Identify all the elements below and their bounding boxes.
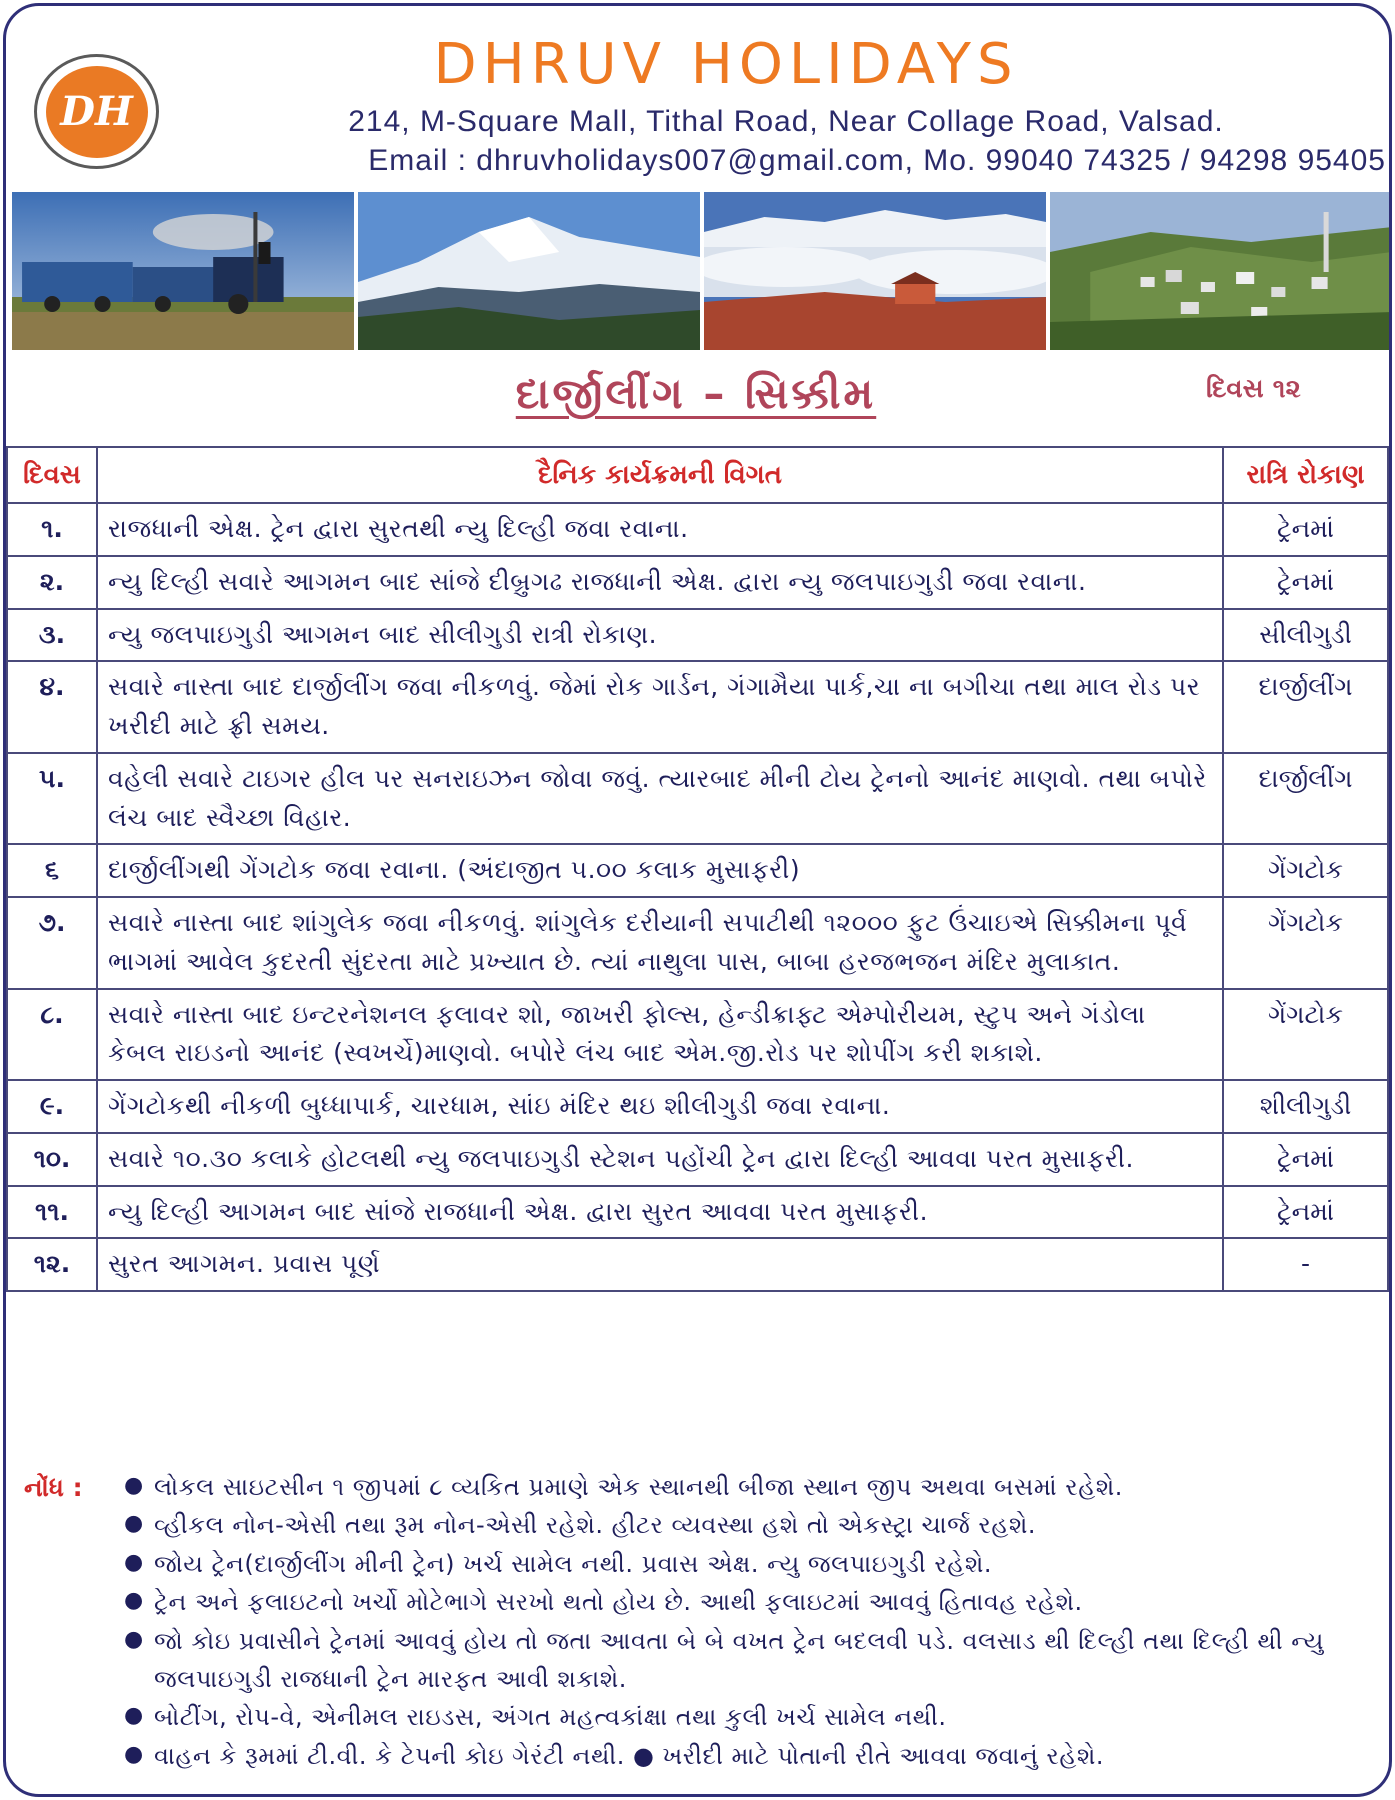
- table-row: [7, 556, 1388, 609]
- day-number: ૫.: [7, 753, 97, 845]
- day-number: ૮.: [7, 989, 97, 1081]
- note-item: ● બોટીંગ, રોપ-વે, એનીમલ રાઇડસ, અંગત મહત્વકાંક્ષા તથા કુલી ખર્ચ સામેલ નથી.: [124, 1698, 1384, 1736]
- day-details: ન્યુ દિલ્હી આગમન બાદ સાંજે રાજધાની એક્ષ. દ્વારા સુરત આવવા પરત મુસાફરી.: [97, 1186, 1223, 1239]
- hill-town-photo: [1050, 192, 1392, 350]
- note-item: ● લોકલ સાઇટસીન ૧ જીપમાં ૮ વ્યકિત પ્રમાણે એક સ્થાનથી બીજા સ્થાન જીપ અથવા બસમાં રહેશે.: [124, 1468, 1384, 1506]
- logo-monogram: DH: [46, 66, 148, 158]
- night-stay: સીલીગુડી: [1223, 609, 1388, 662]
- night-stay: -: [1223, 1238, 1388, 1291]
- day-number: ૧૧.: [7, 1186, 97, 1239]
- night-stay: ટ્રેનમાં: [1223, 1133, 1388, 1186]
- tour-title: દાર્જીલીંગ – સિક્કીમ: [515, 369, 877, 418]
- table-row: [7, 753, 1388, 845]
- clouds-valley-photo: [704, 192, 1046, 350]
- photo-strip: [12, 192, 1392, 350]
- day-number: ૧.: [7, 503, 97, 556]
- day-details: વહેલી સવારે ટાઇગર હીલ પર સનરાઇઝન જોવા જવું. ત્યારબાદ મીની ટોય ટ્રેનનો આનંદ માણવો. તથા બપોરે લંચ બાદ સ્વૈચ્છા વિહાર.: [97, 753, 1223, 845]
- note-item: ● જોય ટ્રેન(દાર્જીલીંગ મીની ટ્રેન) ખર્ચ સામેલ નથી. પ્રવાસ એક્ષ. ન્યુ જલપાઇગુડી રહેશે.: [124, 1545, 1384, 1583]
- note-item: ● જો કોઇ પ્રવાસીને ટ્રેનમાં આવવું હોય તો જતા આવતા બે બે વખત ટ્રેન બદલવી પડે. વલસાડ થી દિલ્હી તથા દિલ્હી થી ન્યુ જલપાઇગુડી રાજધાની ટ્રેન મારફત આવી શકાશે.: [124, 1622, 1384, 1699]
- day-details: દાર્જીલીંગથી ગેંગટોક જવા રવાના. (અંદાજીત ૫.૦૦ કલાક મુસાફરી): [97, 844, 1223, 897]
- day-details: સવારે ૧૦.૩૦ કલાકે હોટલથી ન્યુ જલપાઇગુડી સ્ટેશન પહોંચી ટ્રેન દ્વારા દિલ્હી આવવા પરત મુસાફરી.: [97, 1133, 1223, 1186]
- day-number: ૬: [7, 844, 97, 897]
- day-details: સવારે નાસ્તા બાદ ઇન્ટરનેશનલ ફલાવર શો, જાખરી ફોલ્સ, હેન્ડીક્રાફ્ટ એમ્પોરીયમ, સ્ટુપ અને ગંડોલા કેબલ રાઇડનો આનંદ (સ્વખર્ચે)માણવો. બપોરે લંચ બાદ એમ.જી.રોડ પર શોપીંગ કરી શકાશે.: [97, 989, 1223, 1081]
- night-stay: દાર્જીલીંગ: [1223, 753, 1388, 845]
- table-row: [7, 1186, 1388, 1239]
- night-stay: શીલીગુડી: [1223, 1080, 1388, 1133]
- day-details: સવારે નાસ્તા બાદ દાર્જીલીંગ જવા નીકળવું. જેમાં રોક ગાર્ડન, ગંગામૈયા પાર્ક,ચા ના બગીચા તથા માલ રોડ પર ખરીદી માટે ફ્રી સમય.: [97, 661, 1223, 753]
- header-day: દિવસ: [7, 447, 97, 503]
- day-number: ૧૨.: [7, 1238, 97, 1291]
- night-stay: ટ્રેનમાં: [1223, 503, 1388, 556]
- night-stay: ટ્રેનમાં: [1223, 556, 1388, 609]
- day-number: ૧૦.: [7, 1133, 97, 1186]
- table-row: [7, 1080, 1388, 1133]
- day-number: ૨.: [7, 556, 97, 609]
- header-details: દૈનિક કાર્યક્રમની વિગત: [97, 447, 1223, 503]
- day-details: સવારે નાસ્તા બાદ શાંગુલેક જવા નીકળવું. શાંગુલેક દરીયાની સપાટીથી ૧૨૦૦૦ ફુટ ઉંચાઇએ સિક્કીમના પૂર્વ ભાગમાં આવેલ કુદરતી સુંદરતા માટે પ્રખ્યાત છે. ત્યાં નાથુલા પાસ, બાબા હરજભજન મંદિર મુલાકાત.: [97, 897, 1223, 989]
- tour-duration: દિવસ ૧૨: [1206, 374, 1301, 404]
- header-stay: રાત્રિ રોકાણ: [1223, 447, 1388, 503]
- table-row: [7, 989, 1388, 1081]
- day-details: ગેંગટોકથી નીકળી બુધ્ધાપાર્ક, ચારધામ, સાંઇ મંદિર થઇ શીલીગુડી જવા રવાના.: [97, 1080, 1223, 1133]
- notes-list: [124, 1468, 1384, 1775]
- table-row: [7, 1133, 1388, 1186]
- night-stay: ગેંગટોક: [1223, 989, 1388, 1081]
- table-row: [7, 1238, 1388, 1291]
- company-logo: [34, 54, 159, 169]
- day-number: ૩.: [7, 609, 97, 662]
- night-stay: ગેંગટોક: [1223, 897, 1388, 989]
- notes-label: નોંધ :: [24, 1473, 83, 1502]
- note-item: ● ટ્રેન અને ફલાઇટનો ખર્ચો મોટેભાગે સરખો થતો હોય છે. આથી ફલાઇટમાં આવવું હિતાવહ રહેશે.: [124, 1583, 1384, 1621]
- table-header-row: [7, 447, 1388, 503]
- snow-mountain-photo: [358, 192, 700, 350]
- table-row: [7, 661, 1388, 753]
- day-details: ન્યુ દિલ્હી સવારે આગમન બાદ સાંજે દીબ્રુગઢ રાજધાની એક્ષ. દ્વારા ન્યુ જલપાઇગુડી જવા રવાના.: [97, 556, 1223, 609]
- itinerary-table: [6, 446, 1389, 1292]
- brochure-frame: [3, 3, 1392, 1797]
- table-row: [7, 844, 1388, 897]
- note-item: ● વ્હીકલ નોન-એસી તથા રૂમ નોન-એસી રહેશે. હીટર વ્યવસ્થા હશે તો એકસ્ટ્રા ચાર્જ રહશે.: [124, 1506, 1384, 1544]
- table-row: [7, 897, 1388, 989]
- day-number: ૪.: [7, 661, 97, 753]
- night-stay: ગેંગટોક: [1223, 844, 1388, 897]
- toy-train-photo: [12, 192, 354, 350]
- day-details: ન્યુ જલપાઇગુડી આગમન બાદ સીલીગુડી રાત્રી રોકાણ.: [97, 609, 1223, 662]
- company-contact: Email : dhruvholidays007@gmail.com, Mo. 99040 74325 / 94298 95405: [368, 144, 1386, 177]
- day-number: ૯.: [7, 1080, 97, 1133]
- company-address: 214, M-Square Mall, Tithal Road, Near Collage Road, Valsad.: [348, 105, 1224, 138]
- night-stay: ટ્રેનમાં: [1223, 1186, 1388, 1239]
- day-details: સુરત આગમન. પ્રવાસ પૂર્ણ: [97, 1238, 1223, 1291]
- day-details: રાજધાની એક્ષ. ટ્રેન દ્વારા સુરતથી ન્યુ દિલ્હી જવા રવાના.: [97, 503, 1223, 556]
- note-item: ● વાહન કે રૂમમાં ટી.વી. કે ટેપની કોઇ ગેરંટી નથી. ● ખરીદી માટે પોતાની રીતે આવવા જવાનું રહેશે.: [124, 1737, 1384, 1775]
- company-name: DHRUV HOLIDAYS: [433, 32, 1019, 97]
- table-row: [7, 503, 1388, 556]
- day-number: ૭.: [7, 897, 97, 989]
- night-stay: દાર્જીલીંગ: [1223, 661, 1388, 753]
- table-row: [7, 609, 1388, 662]
